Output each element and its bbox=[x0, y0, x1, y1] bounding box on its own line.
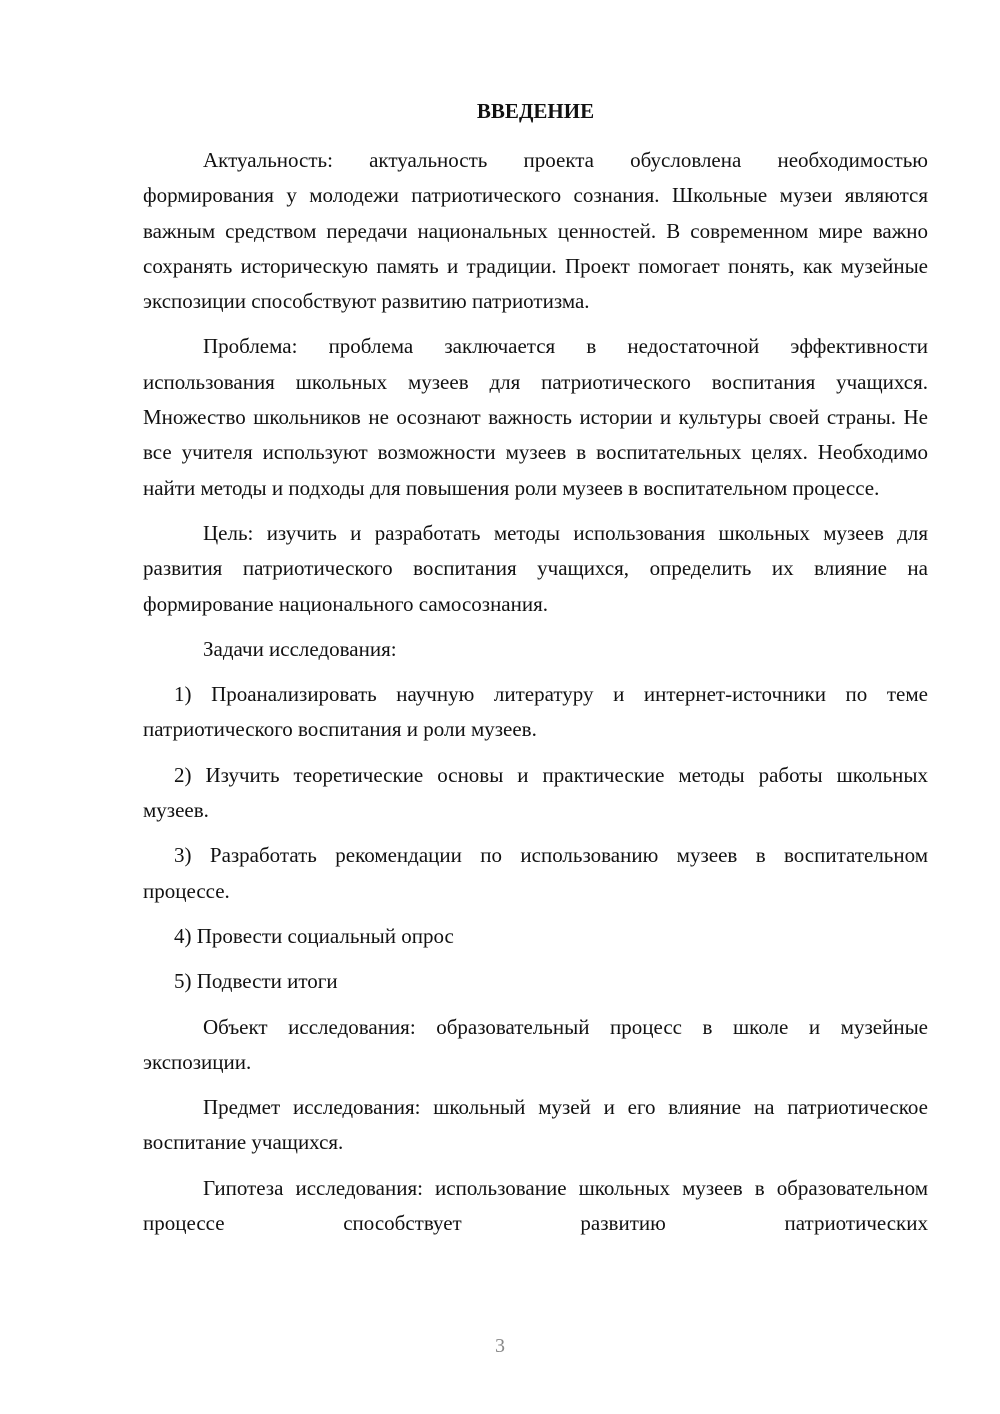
document-page bbox=[143, 96, 928, 1241]
paragraph-relevance: Актуальность: актуальность проекта обусловлена необходимостью формирования у молодежи патриотического сознания. Школьные музеи являются важным средством передачи национальных ценностей. В современном мире важно сохранять историческую память и традиции. Проект помогает понять, как музейные экспозиции способствуют развитию патриотизма. bbox=[143, 148, 928, 314]
paragraph-goal: Цель: изучить и разработать методы использования школьных музеев для развития патриотического воспитания учащихся, определить их влияние на формирование национального самосознания. bbox=[143, 520, 928, 616]
paragraph-hypothesis: Гипотеза исследования: использование школьных музеев в образовательном процессе способствует развитию патриотических bbox=[143, 1175, 928, 1236]
task-item: 5) Подвести итоги bbox=[174, 969, 338, 994]
task-item: 1) Проанализировать научную литературу и интернет-источники по теме патриотического воспитания и роли музеев. bbox=[143, 682, 928, 742]
paragraph-problem: Проблема: проблема заключается в недостаточной эффективности использования школьных музеев для патриотического воспитания учащихся. Множество школьников не осознают важность истории и культуры своей страны. Не все учителя используют возможности музеев в воспитательных целях. Необходимо найти методы и подходы для повышения роли музеев в воспитательном процессе. bbox=[143, 334, 928, 500]
task-item: 2) Изучить теоретические основы и практические методы работы школьных музеев. bbox=[143, 762, 928, 823]
task-item: 3) Разработать рекомендации по использованию музеев в воспитательном процессе. bbox=[143, 843, 928, 903]
page-number: 3 bbox=[495, 1335, 505, 1357]
paragraph-tasks-title: Задачи исследования: bbox=[203, 636, 397, 661]
task-item: 4) Провести социальный опрос bbox=[174, 923, 454, 948]
paragraph-subject: Предмет исследования: школьный музей и его влияние на патриотическое воспитание учащихся. bbox=[143, 1095, 928, 1155]
section-heading: ВВЕДЕНИЕ bbox=[476, 99, 595, 123]
paragraph-object: Объект исследования: образовательный процесс в школе и музейные экспозиции. bbox=[143, 1014, 928, 1074]
